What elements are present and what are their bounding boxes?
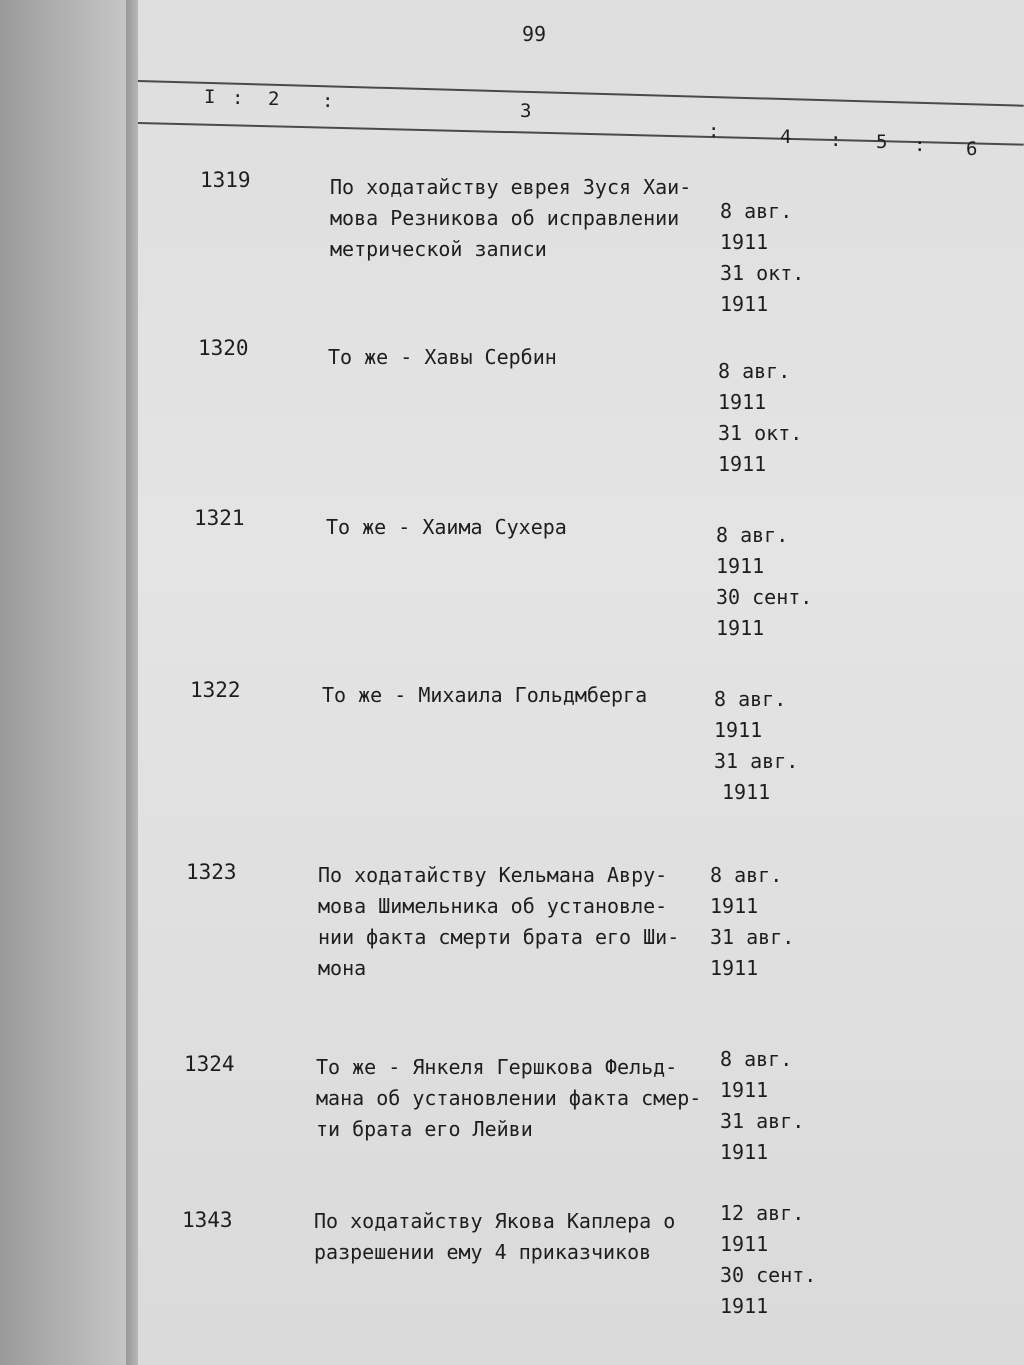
entry-description bbox=[326, 512, 567, 543]
col-header-sep: : bbox=[322, 90, 334, 112]
col-header-sep: : bbox=[232, 87, 244, 109]
description-line: разрешении ему 4 приказчиков bbox=[314, 1240, 652, 1264]
start-year: 1911 bbox=[716, 554, 765, 578]
end-date: 30 сент. bbox=[720, 1263, 817, 1287]
entry-description bbox=[330, 172, 691, 265]
start-date: 8 авг. bbox=[714, 687, 787, 711]
start-date: 8 авг. bbox=[716, 523, 789, 547]
description-line: То же - Хавы Сербин bbox=[328, 345, 557, 369]
entry-description bbox=[328, 342, 557, 373]
description-line: ти брата его Лейви bbox=[316, 1117, 533, 1141]
entry-dates bbox=[720, 196, 804, 320]
end-date: 31 окт. bbox=[720, 261, 805, 285]
description-line: нии факта смерти брата его Ши- bbox=[318, 925, 680, 949]
end-year: 1911 bbox=[710, 956, 759, 980]
col-header-3: 3 bbox=[520, 100, 532, 122]
description-line: мона bbox=[318, 956, 367, 980]
entry-number: 1324 bbox=[184, 1052, 235, 1076]
start-year: 1911 bbox=[714, 718, 763, 742]
entry-description bbox=[318, 860, 679, 984]
end-year: 1911 bbox=[718, 452, 767, 476]
col-header-sep: : bbox=[830, 129, 842, 151]
entry-dates bbox=[716, 520, 812, 644]
entry-dates bbox=[710, 860, 794, 984]
description-line: То же - Михаила Гольдмберга bbox=[322, 683, 648, 707]
col-header-sep: : bbox=[708, 120, 720, 142]
start-year: 1911 bbox=[710, 894, 759, 918]
entry-description bbox=[316, 1052, 701, 1145]
entry-number: 1322 bbox=[190, 678, 241, 702]
col-header-2: 2 bbox=[268, 88, 280, 110]
end-date: 31 авг. bbox=[720, 1109, 805, 1133]
description-line: мова Резникова об исправлении bbox=[330, 206, 680, 230]
entry-dates bbox=[720, 1198, 816, 1322]
end-year: 1911 bbox=[720, 1140, 769, 1164]
description-line: То же - Хаима Сухера bbox=[326, 515, 567, 539]
start-date: 8 авг. bbox=[720, 199, 793, 223]
start-date: 12 авг. bbox=[720, 1201, 805, 1225]
entry-description bbox=[322, 680, 647, 711]
description-line: То же - Янкеля Гершкова Фельд- bbox=[316, 1055, 678, 1079]
description-line: мана об установлении факта смер- bbox=[316, 1086, 702, 1110]
entry-dates bbox=[718, 356, 802, 480]
description-line: метрической записи bbox=[330, 237, 547, 261]
col-header-5: 5 bbox=[876, 131, 888, 153]
end-year: 1911 bbox=[722, 780, 771, 804]
entry-number: 1323 bbox=[186, 860, 237, 884]
start-date: 8 авг. bbox=[718, 359, 791, 383]
col-header-6: 6 bbox=[966, 138, 978, 160]
end-date: 31 авг. bbox=[714, 749, 799, 773]
col-header-4: 4 bbox=[780, 126, 792, 148]
entry-number: 1321 bbox=[194, 506, 245, 530]
entry-dates bbox=[714, 684, 798, 808]
end-date: 31 авг. bbox=[710, 925, 795, 949]
col-header-1: I bbox=[204, 86, 216, 108]
start-date: 8 авг. bbox=[720, 1047, 793, 1071]
end-year: 1911 bbox=[720, 292, 769, 316]
page-number: 99 bbox=[522, 22, 547, 46]
col-header-sep: : bbox=[914, 134, 926, 156]
end-date: 30 сент. bbox=[716, 585, 813, 609]
entry-dates bbox=[720, 1044, 804, 1168]
entry-description bbox=[314, 1206, 675, 1268]
end-year: 1911 bbox=[720, 1294, 769, 1318]
start-year: 1911 bbox=[720, 1078, 769, 1102]
description-line: По ходатайству Кельмана Авру- bbox=[318, 863, 668, 887]
start-year: 1911 bbox=[720, 230, 769, 254]
entry-number: 1320 bbox=[198, 336, 249, 360]
description-line: По ходатайству еврея Зуся Хаи- bbox=[330, 175, 692, 199]
start-date: 8 авг. bbox=[710, 863, 783, 887]
end-year: 1911 bbox=[716, 616, 765, 640]
description-line: мова Шимельника об установле- bbox=[318, 894, 668, 918]
entry-number: 1319 bbox=[200, 168, 251, 192]
description-line: По ходатайству Якова Каплера о bbox=[314, 1209, 676, 1233]
start-year: 1911 bbox=[720, 1232, 769, 1256]
entry-number: 1343 bbox=[182, 1208, 233, 1232]
facing-page bbox=[0, 0, 138, 1365]
start-year: 1911 bbox=[718, 390, 767, 414]
end-date: 31 окт. bbox=[718, 421, 803, 445]
